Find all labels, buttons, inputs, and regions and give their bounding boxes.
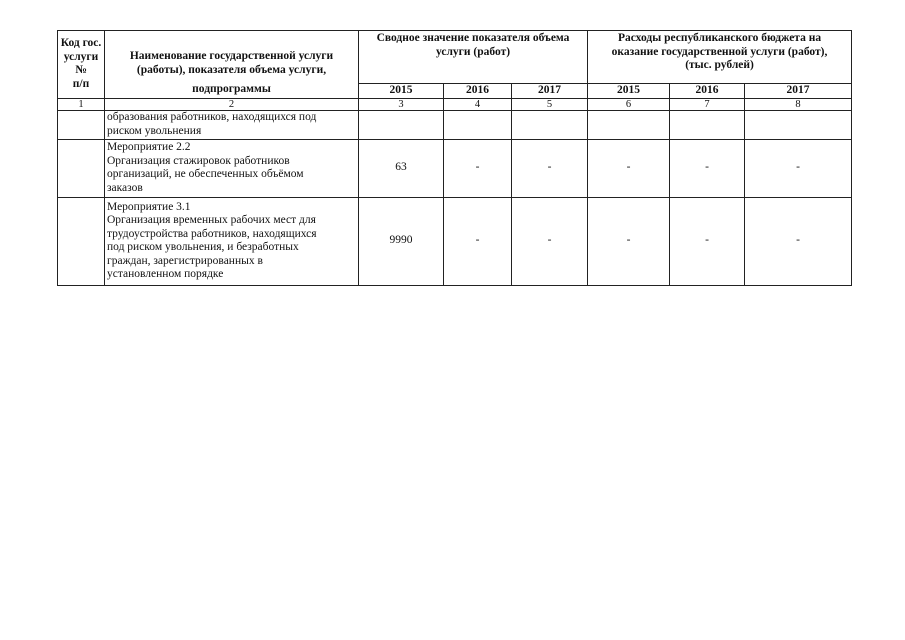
value-cell: - xyxy=(670,197,745,285)
value-cell xyxy=(588,110,670,139)
header-code-line: п/п xyxy=(72,77,90,90)
year-cell: 2017 xyxy=(512,84,588,99)
value-cell xyxy=(670,110,745,139)
column-number: 4 xyxy=(444,98,512,110)
table-row xyxy=(58,139,852,197)
header-volume xyxy=(359,31,588,84)
code-cell xyxy=(58,139,105,197)
value-cell: - xyxy=(444,197,512,285)
column-number: 8 xyxy=(745,98,852,110)
header-code-line: услуги xyxy=(63,50,99,63)
value-cell: 9990 xyxy=(359,197,444,285)
header-code xyxy=(58,31,105,99)
year-cell: 2016 xyxy=(444,84,512,99)
value-cell xyxy=(512,110,588,139)
name-cell xyxy=(105,110,359,139)
value-cell: - xyxy=(745,197,852,285)
header-volume-line: услуги (работ) xyxy=(435,45,511,58)
name-line: установленном порядке xyxy=(107,268,224,280)
header-name-line: Наименование государственной услуги xyxy=(129,50,334,62)
value-cell xyxy=(444,110,512,139)
value-cell: - xyxy=(512,197,588,285)
table-row xyxy=(58,197,852,285)
header-name-line: (работы), показателя объема услуги, xyxy=(136,63,327,76)
name-cell xyxy=(105,197,359,285)
year-cell: 2015 xyxy=(359,84,444,99)
name-line: риском увольнения xyxy=(107,124,202,137)
year-cell: 2016 xyxy=(670,84,745,99)
name-line: граждан, зарегистрированных в xyxy=(107,254,263,267)
header-expenses xyxy=(588,31,852,84)
header-code-line: Код гос. xyxy=(60,37,102,50)
name-line: организаций, не обеспеченных объёмом xyxy=(107,168,304,180)
value-cell: - xyxy=(588,139,670,197)
column-number: 1 xyxy=(58,98,105,110)
value-cell xyxy=(745,110,852,139)
header-expenses-line: (тыс. рублей) xyxy=(685,59,754,71)
name-line: Организация стажировок работников xyxy=(107,154,290,167)
code-cell xyxy=(58,197,105,285)
name-line: образования работников, находящихся под xyxy=(107,111,317,123)
value-cell: - xyxy=(444,139,512,197)
value-cell xyxy=(359,110,444,139)
column-number: 3 xyxy=(359,98,444,110)
header-volume-line: Сводное значение показателя объема xyxy=(376,32,570,44)
name-cell xyxy=(105,139,359,197)
name-line: заказов xyxy=(107,181,143,194)
year-cell: 2017 xyxy=(745,84,852,99)
table-row xyxy=(58,110,852,139)
value-cell: - xyxy=(512,139,588,197)
value-cell: - xyxy=(670,139,745,197)
name-line: трудоустройства работников, находящихся xyxy=(107,227,317,240)
code-cell xyxy=(58,110,105,139)
header-expenses-line: Расходы республиканского бюджета на xyxy=(617,32,822,44)
value-cell: 63 xyxy=(359,139,444,197)
header-expenses-line: оказание государственной услуги (работ), xyxy=(611,45,828,58)
name-line: Организация временных рабочих мест для xyxy=(107,214,316,226)
column-number: 2 xyxy=(105,98,359,110)
column-number: 6 xyxy=(588,98,670,110)
column-number: 5 xyxy=(512,98,588,110)
budget-table xyxy=(57,30,852,286)
name-line: Мероприятие 3.1 xyxy=(107,200,191,213)
header-name-line: подпрограммы xyxy=(192,83,271,95)
value-cell: - xyxy=(588,197,670,285)
year-cell: 2015 xyxy=(588,84,670,99)
header-name xyxy=(105,31,359,99)
value-cell: - xyxy=(745,139,852,197)
header-code-line: № xyxy=(75,64,87,77)
name-line: под риском увольнения, и безработных xyxy=(107,241,299,253)
name-line: Мероприятие 2.2 xyxy=(107,141,191,153)
column-number-row xyxy=(58,98,852,110)
column-number: 7 xyxy=(670,98,745,110)
